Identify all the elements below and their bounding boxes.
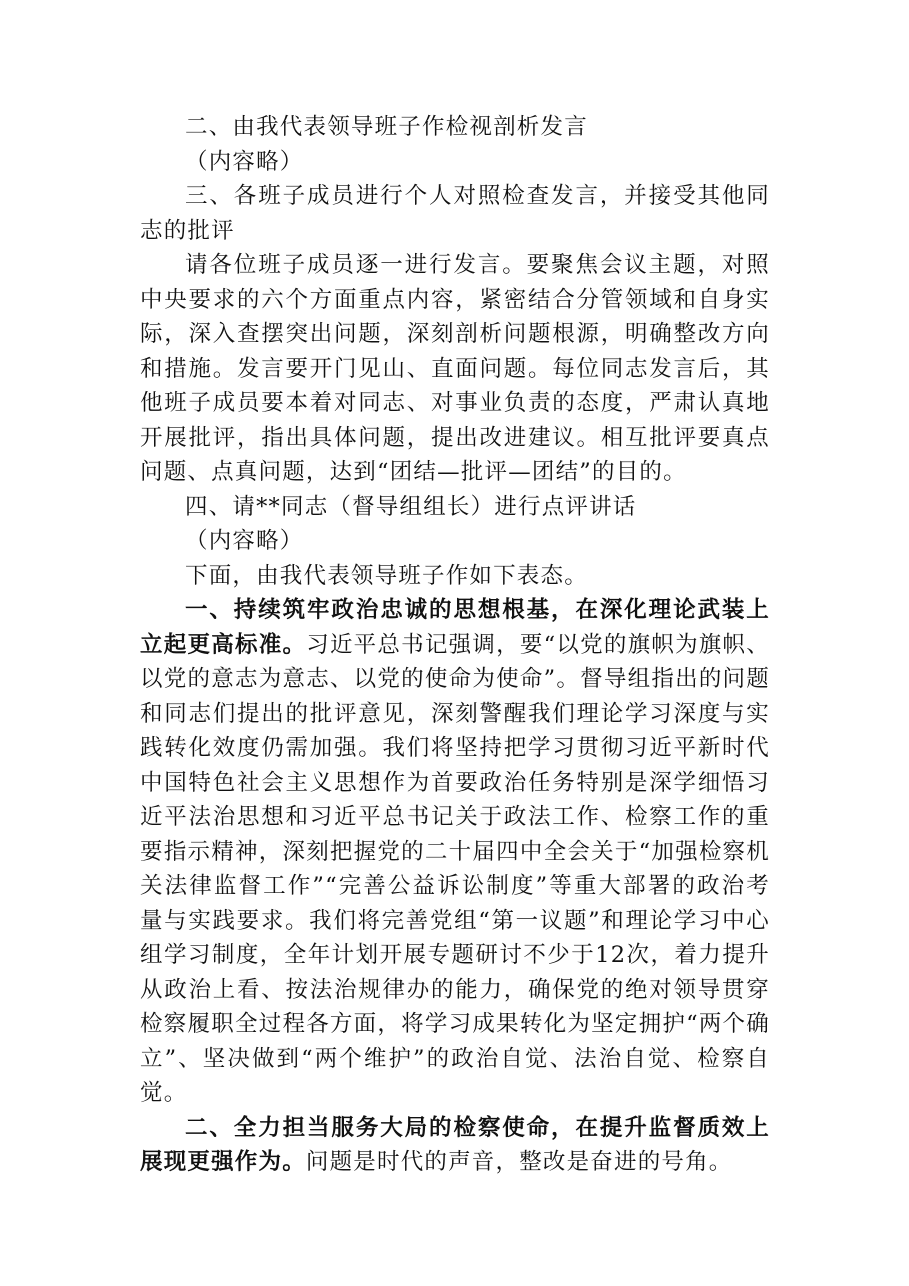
document-page xyxy=(140,110,770,1180)
point-2-heading: 二、全力担当服务大局的检察使命，在提升监督质效上展现更强作为。 xyxy=(140,1114,770,1175)
content-omitted-note: （内容略） xyxy=(185,528,304,554)
point-2-body: 问题是时代的声音，整改是奋进的号角。 xyxy=(305,1149,733,1175)
members-instructions-paragraph: 请各位班子成员逐一进行发言。要聚焦会议主题，对照中央要求的六个方面重点内容，紧密结合分管领域和自身实际，深入查摆突出问题，深刻剖析问题根源，明确整改方向和措施。发言要开门见山、直面问题。每位同志发言后，其他班子成员要本着对同志、对事业负责的态度，严肃认真地开展批评，指出具体问题，提出改进建议。相互批评要真点问题、点真问题，达到“团结—批评—团结”的目的。 xyxy=(140,252,770,485)
statement-point-2 xyxy=(140,1111,770,1180)
point-1-body: 习近平总书记强调，要“以党的旗帜为旗帜、以党的意志为意志、以党的使命为使命”。督导组指出的问题和同志们提出的批评意见，深刻警醒我们理论学习深度与实践转化效度仍需加强。我们将坚持把学习贯彻习近平新时代中国特色社会主义思想作为首要政治任务特别是深学细悟习近平法治思想和习近平总书记关于政法工作、检察工作的重要指示精神，深刻把握党的二十届四中全会关于“加强检察机关法律监督工作”“完善公益诉讼制度”等重大部署的政治考量与实践要求。我们将完善党组“第一议题”和理论学习中心组学习制度，全年计划开展专题研讨不少于12次，着力提升从政治上看、按法治规律办的能力，确保党的绝对领导贯穿检察履职全过程各方面，将学习成果转化为坚定拥护“两个确立”、坚决做到“两个维护”的政治自觉、法治自觉、检察自觉。 xyxy=(140,631,770,1106)
section-heading-4: 四、请**同志（督导组组长）进行点评讲话 xyxy=(185,493,637,520)
content-omitted-note: （内容略） xyxy=(185,148,304,175)
point-1-heading: 一、持续筑牢政治忠诚的思想根基，在深化理论武装上立起更高标准。 xyxy=(140,597,770,658)
section-heading-3: 三、各班子成员进行个人对照检查发言，并接受其他同志的批评 xyxy=(140,183,770,244)
statement-intro-paragraph: 下面，由我代表领导班子作如下表态。 xyxy=(185,562,588,589)
section-heading-2: 二、由我代表领导班子作检视剖析发言 xyxy=(185,114,588,140)
statement-point-1 xyxy=(140,593,770,1111)
